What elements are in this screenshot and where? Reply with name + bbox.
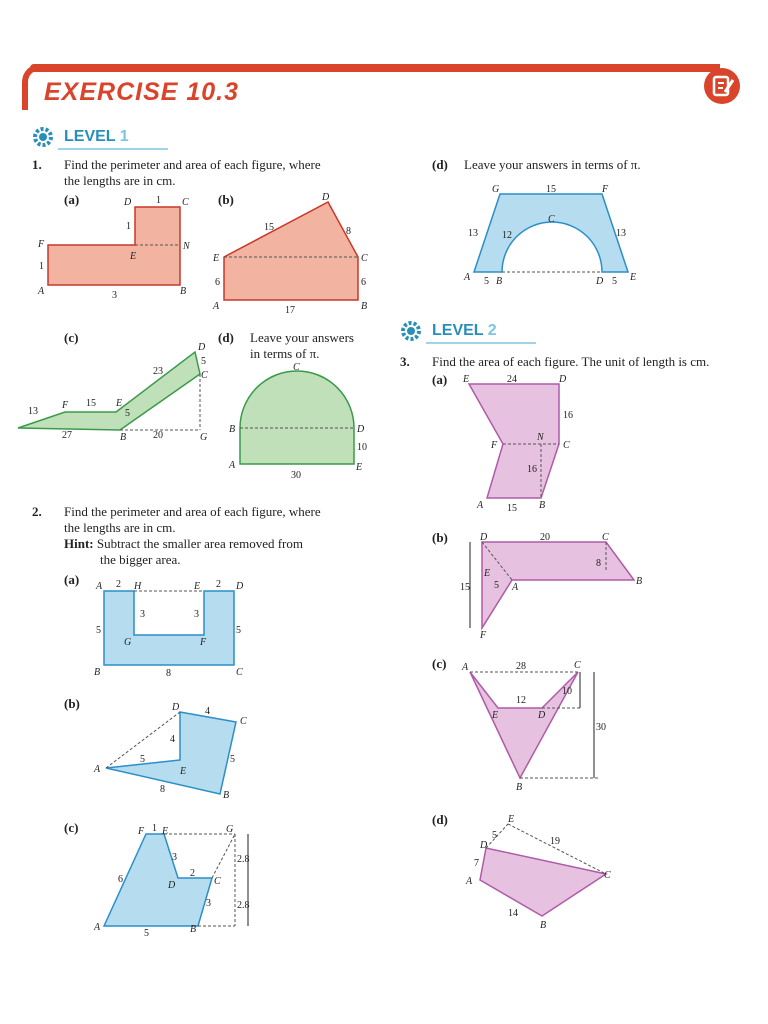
svg-text:A: A [94,764,101,775]
svg-text:N: N [183,241,190,252]
svg-text:E: E [162,826,169,837]
svg-text:B: B [496,276,503,287]
svg-text:12: 12 [502,230,512,241]
svg-text:D: D [538,710,546,721]
svg-text:C: C [240,716,247,727]
svg-text:10: 10 [562,686,572,697]
q1-text-line1: Find the perimeter and area of each figure, where [64,157,321,172]
svg-text:5: 5 [230,754,235,765]
svg-text:5: 5 [125,408,130,419]
svg-text:F: F [480,630,487,640]
svg-text:D: D [124,197,132,208]
svg-text:A: A [466,876,473,887]
q1d-text-line1: Leave your answers [250,330,354,345]
svg-text:E: E [116,398,123,409]
svg-text:B: B [94,667,101,678]
svg-text:D: D [357,424,365,435]
svg-text:24: 24 [507,374,517,385]
svg-text:1: 1 [126,221,131,232]
svg-text:4: 4 [205,706,210,717]
svg-text:5: 5 [236,625,241,636]
svg-text:30: 30 [596,722,606,733]
header-bar [30,64,720,72]
q2-text-line1: Find the perimeter and area of each figure, where [64,504,321,519]
figure-1d-cont [462,180,642,288]
svg-text:15: 15 [546,184,556,195]
pencil-note-icon [704,68,740,104]
figure-2b [90,700,250,805]
level-2-underline [426,342,536,344]
svg-text:14: 14 [508,908,518,919]
q2c-label: (c) [64,820,79,835]
q3a-label: (a) [432,372,448,387]
svg-text:F: F [38,239,45,250]
svg-text:E: E [508,814,515,825]
level-2-heading: LEVEL 2 [432,322,497,339]
svg-text:1: 1 [156,195,161,206]
svg-text:16: 16 [563,410,573,421]
svg-text:B: B [516,782,523,793]
svg-text:28: 28 [516,661,526,672]
svg-text:A: A [477,500,484,511]
q2-text-line2: the lengths are in cm. [64,520,176,535]
svg-text:5: 5 [494,580,499,591]
q3b-label: (b) [432,530,448,545]
figure-1a [30,195,200,305]
svg-text:3: 3 [172,852,177,863]
svg-text:2: 2 [116,579,121,590]
svg-text:A: A [96,581,103,592]
svg-text:A: A [462,662,469,673]
q3c-label: (c) [432,656,447,671]
svg-text:F: F [491,440,498,451]
svg-text:17: 17 [285,305,295,316]
svg-text:G: G [226,824,234,835]
svg-text:C: C [548,214,555,225]
svg-text:23: 23 [153,366,163,377]
svg-text:13: 13 [616,228,626,239]
figure-3c [458,656,618,796]
svg-text:B: B [180,286,187,297]
svg-text:C: C [201,370,208,381]
q1a-label: (a) [64,192,80,207]
svg-text:E: E [492,710,499,721]
q1c-label: (c) [64,330,79,345]
svg-text:6: 6 [361,277,366,288]
figure-1c [10,340,215,445]
q2-number: 2. [32,504,42,519]
svg-text:C: C [182,197,189,208]
svg-text:A: A [229,460,236,471]
svg-text:30: 30 [291,470,301,481]
svg-text:D: D [559,374,567,385]
svg-text:E: E [630,272,637,283]
svg-text:C: C [574,660,581,671]
svg-text:2: 2 [190,868,195,879]
svg-text:5: 5 [140,754,145,765]
svg-text:G: G [200,432,208,443]
svg-text:5: 5 [484,276,489,287]
q1-number: 1. [32,157,42,172]
q2b-label: (b) [64,696,80,711]
svg-text:B: B [190,924,197,935]
figure-3d [460,812,630,937]
q1d-text-line2: in terms of π. [250,346,320,361]
svg-text:E: E [180,766,187,777]
svg-text:A: A [94,922,101,933]
svg-text:C: C [236,667,243,678]
svg-text:D: D [322,192,330,203]
figure-3b [458,530,648,640]
svg-text:B: B [223,790,230,801]
q3d-label: (d) [432,812,448,827]
svg-text:B: B [539,500,546,511]
svg-text:15: 15 [507,503,517,514]
q2-hint-line1: Hint: Subtract the smaller area removed from [64,536,303,551]
svg-text:B: B [120,432,127,443]
svg-text:5: 5 [144,928,149,939]
gear-icon [400,320,422,342]
svg-text:C: C [604,870,611,881]
svg-text:E: E [356,462,363,473]
svg-text:3: 3 [112,290,117,301]
svg-text:2.8: 2.8 [237,854,250,865]
svg-text:B: B [229,424,236,435]
svg-text:15: 15 [264,222,274,233]
svg-text:F: F [200,637,207,648]
svg-text:H: H [134,581,142,592]
svg-text:12: 12 [516,695,526,706]
figure-1d [225,362,375,482]
q1b-label: (b) [218,192,234,207]
svg-text:D: D [172,702,180,713]
svg-text:13: 13 [468,228,478,239]
svg-text:1: 1 [152,823,157,834]
svg-text:2: 2 [216,579,221,590]
q1-text-line2: the lengths are in cm. [64,173,176,188]
svg-text:E: E [484,568,491,579]
svg-text:5: 5 [96,625,101,636]
svg-text:1: 1 [39,261,44,272]
q2-hint-line2: the bigger area. [100,552,181,567]
q1d-cont-text: Leave your answers in terms of π. [464,157,641,172]
svg-text:B: B [636,576,643,587]
svg-text:5: 5 [612,276,617,287]
svg-text:4: 4 [170,734,175,745]
svg-text:E: E [213,253,220,264]
svg-text:N: N [537,432,544,443]
svg-text:3: 3 [140,609,145,620]
svg-text:5: 5 [492,830,497,841]
level-1-underline [58,148,168,150]
svg-text:E: E [194,581,201,592]
svg-text:A: A [512,582,519,593]
svg-text:C: C [214,876,221,887]
q1d-label: (d) [218,330,234,345]
svg-text:C: C [602,532,609,543]
svg-text:8: 8 [160,784,165,795]
svg-text:F: F [138,826,145,837]
svg-text:8: 8 [166,668,171,679]
svg-text:F: F [62,400,69,411]
svg-text:E: E [130,251,137,262]
q1d-cont-label: (d) [432,157,448,172]
svg-text:7: 7 [474,858,479,869]
svg-text:8: 8 [596,558,601,569]
svg-text:15: 15 [86,398,96,409]
svg-text:D: D [596,276,604,287]
svg-text:F: F [602,184,609,195]
svg-text:G: G [124,637,132,648]
svg-text:16: 16 [527,464,537,475]
svg-text:6: 6 [215,277,220,288]
svg-text:3: 3 [194,609,199,620]
svg-text:G: G [492,184,500,195]
svg-text:13: 13 [28,406,38,417]
q3-text: Find the area of each figure. The unit of length is cm. [432,354,710,369]
svg-text:A: A [213,301,220,312]
svg-text:A: A [38,286,45,297]
svg-text:E: E [463,374,470,385]
level-1-heading: LEVEL 1 [64,128,129,145]
svg-text:20: 20 [540,532,550,543]
svg-text:C: C [563,440,570,451]
svg-text:6: 6 [118,874,123,885]
svg-text:27: 27 [62,430,72,441]
svg-text:C: C [361,253,368,264]
figure-2c [90,822,280,942]
svg-text:15: 15 [460,582,470,593]
svg-text:D: D [480,840,488,851]
svg-text:8: 8 [346,226,351,237]
svg-text:D: D [168,880,176,891]
svg-text:B: B [540,920,547,931]
svg-text:19: 19 [550,836,560,847]
svg-text:5: 5 [201,356,206,367]
svg-text:10: 10 [357,442,367,453]
svg-text:3: 3 [206,898,211,909]
svg-text:D: D [236,581,244,592]
svg-text:D: D [198,342,206,353]
q2a-label: (a) [64,572,80,587]
svg-text:B: B [361,301,368,312]
q3-number: 3. [400,354,410,369]
figure-1b [210,192,380,317]
exercise-title: EXERCISE 10.3 [44,78,240,106]
figure-2a [90,575,250,680]
svg-text:D: D [480,532,488,543]
svg-text:A: A [464,272,471,283]
svg-text:C: C [293,362,300,373]
svg-text:2.8: 2.8 [237,900,250,911]
gear-icon [32,126,54,148]
svg-text:20: 20 [153,430,163,441]
figure-3a [455,372,595,517]
